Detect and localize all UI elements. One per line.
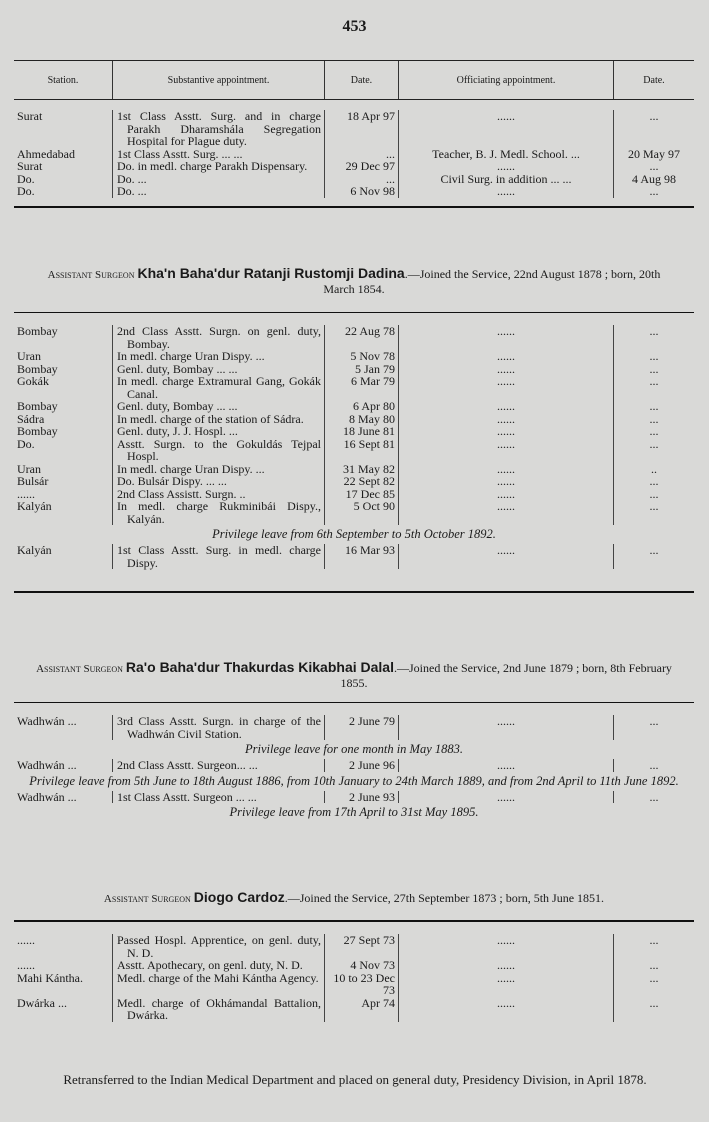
substantive-appointment: Medl. charge of the Mahi Kántha Agency.	[117, 970, 319, 985]
station-name: Bombay	[17, 324, 58, 338]
substantive-appointment: 2nd Class Assistt. Surgn. ..	[117, 486, 246, 501]
officiating-date: ...	[613, 759, 694, 772]
substantive-cell	[112, 438, 324, 463]
officiating-appointment: ......	[398, 160, 613, 173]
substantive-appointment: Do. in medl. charge Parakh Dispensary.	[117, 159, 308, 173]
table-row	[14, 544, 694, 569]
substantive-appointment: 3rd Class Asstt. Surgn. in charge of the Wadhwán Civil Station.	[117, 714, 321, 741]
officiating-date: ..	[613, 463, 694, 476]
officer-heading	[14, 890, 694, 906]
appointment-date: 18 June 81	[324, 425, 398, 438]
appointment-date: 31 May 82	[324, 463, 398, 476]
station-cell	[14, 934, 112, 959]
section-service-record-continued	[14, 60, 694, 208]
substantive-appointment: Genl. duty, Bombay ... ...	[117, 361, 238, 376]
station-cell	[14, 185, 112, 198]
officer-name: Ra'o Baha'dur Thakurdas Kikabhai Dalal	[125, 659, 394, 675]
table-row	[14, 972, 694, 997]
table-header	[14, 60, 694, 100]
officiating-appointment: ......	[398, 413, 613, 426]
substantive-cell	[112, 997, 324, 1022]
substantive-cell	[112, 160, 324, 173]
station-name: Bulsár	[17, 474, 49, 488]
appointment-date: 5 Jan 79	[324, 363, 398, 376]
station-name: Do.	[17, 436, 35, 451]
substantive-appointment: In medl. charge Uran Dispy. ...	[117, 349, 265, 363]
appointment-date: 29 Dec 97	[324, 160, 398, 173]
station-name: Mahi Kántha.	[17, 970, 83, 985]
appointment-date: 8 May 80	[324, 413, 398, 426]
appointment-date: 5 Nov 78	[324, 350, 398, 363]
substantive-cell	[112, 425, 324, 438]
station-cell	[14, 160, 112, 173]
officiating-appointment: ......	[398, 350, 613, 363]
substantive-appointment: 1st Class Asstt. Surg. ... ...	[117, 146, 243, 161]
station-name: Uran	[17, 349, 41, 363]
officer-heading	[14, 266, 694, 296]
officiating-date: 20 May 97	[613, 148, 694, 161]
officiating-date: ...	[613, 715, 694, 740]
officiating-appointment: ......	[398, 791, 613, 804]
appointment-date: 2 June 93	[324, 791, 398, 804]
table-row	[14, 350, 694, 363]
station-cell	[14, 544, 112, 569]
appointment-date: 27 Sept 73	[324, 934, 398, 959]
appointment-date: ...	[324, 148, 398, 161]
appointment-date: 2 June 96	[324, 759, 398, 772]
officiating-appointment: ......	[398, 363, 613, 376]
substantive-cell	[112, 759, 324, 772]
substantive-appointment: Asstt. Apothecary, on genl. duty, N. D.	[117, 958, 303, 972]
station-name: Ahmedabad	[17, 146, 75, 161]
station-cell	[14, 375, 112, 400]
section-dadina	[14, 266, 694, 593]
station-cell	[14, 325, 112, 350]
station-name: Kalyán	[17, 499, 52, 513]
station-cell	[14, 438, 112, 463]
officer-service-dates: .—Joined the Service, 27th September 1873 ; born, 5th June 1851.	[284, 891, 605, 905]
station-name: Kalyán	[17, 543, 52, 557]
table-row	[14, 715, 694, 740]
station-name: Wadhwán ...	[17, 789, 77, 804]
col-substantive: Substantive appointment.	[112, 61, 324, 99]
station-cell	[14, 500, 112, 525]
substantive-cell	[112, 350, 324, 363]
substantive-cell	[112, 375, 324, 400]
officiating-appointment: ......	[398, 759, 613, 772]
officiating-appointment: ......	[398, 400, 613, 413]
officiating-appointment: ......	[398, 488, 613, 501]
appointment-date: 18 Apr 97	[324, 110, 398, 148]
final-note: Retransferred to the Indian Medical Department and placed on general duty, Presidency Division, in April 1878.	[63, 1072, 647, 1087]
station-name: Do.	[17, 184, 35, 198]
station-cell	[14, 759, 112, 772]
appointment-date: ...	[324, 173, 398, 186]
officiating-appointment: ......	[398, 375, 613, 400]
substantive-appointment: Passed Hospl. Apprentice, on genl. duty, N. D.	[117, 933, 321, 960]
leave-note: Privilege leave from 5th June to 18th August 1886, from 10th January to 24th March 1889, and from 2nd April to 11th June 1892.	[29, 773, 679, 788]
col-officiating: Officiating appointment.	[398, 61, 613, 99]
officiating-appointment: ......	[398, 185, 613, 198]
officiating-date: ...	[613, 413, 694, 426]
officer-name: Kha'n Baha'dur Ratanji Rustomji Dadina	[137, 265, 405, 281]
substantive-appointment: 1st Class Asstt. Surg. and in charge Parakh Dharamshála Segregation Hospital for Plague duty.	[117, 109, 321, 148]
substantive-appointment: Genl. duty, Bombay ... ...	[117, 399, 238, 413]
substantive-cell	[112, 544, 324, 569]
officiating-date: ...	[613, 488, 694, 501]
station-name: Wadhwán ...	[17, 758, 77, 772]
leave-note: Privilege leave from 17th April to 31st May 1895.	[229, 805, 479, 819]
appointment-date: 5 Oct 90	[324, 500, 398, 525]
officiating-appointment: ......	[398, 325, 613, 350]
col-date: Date.	[324, 61, 398, 99]
station-cell	[14, 997, 112, 1022]
table-row	[14, 185, 694, 198]
officiating-appointment: ......	[398, 715, 613, 740]
station-cell	[14, 350, 112, 363]
station-name: Wadhwán ...	[17, 714, 77, 728]
officer-rank: Assistant Surgeon	[36, 663, 123, 675]
table-row	[14, 425, 694, 438]
substantive-cell	[112, 715, 324, 740]
officiating-appointment: ......	[398, 425, 613, 438]
station-name: Bombay	[17, 424, 58, 438]
station-name: Bombay	[17, 361, 58, 376]
table-row	[14, 375, 694, 400]
table-row	[14, 959, 694, 972]
substantive-appointment: 2nd Class Asstt. Surgeon... ...	[117, 758, 258, 772]
table-row	[14, 791, 694, 804]
officiating-date: ...	[613, 400, 694, 413]
appointment-date: 22 Aug 78	[324, 325, 398, 350]
table-row	[14, 500, 694, 525]
appointment-date: 10 to 23 Dec 73	[324, 972, 398, 997]
table-row	[14, 934, 694, 959]
section-cardoz	[14, 890, 694, 1022]
substantive-cell	[112, 110, 324, 148]
officiating-date: ...	[613, 160, 694, 173]
substantive-appointment: Medl. charge of Okhámandal Battalion, Dwárka.	[117, 995, 321, 1022]
appointment-date: 6 Mar 79	[324, 375, 398, 400]
substantive-cell	[112, 791, 324, 804]
officer-rank: Assistant Surgeon	[47, 269, 135, 281]
table-row	[14, 997, 694, 1022]
officiating-date: ...	[613, 959, 694, 972]
station-name: Bombay	[17, 399, 58, 413]
station-cell	[14, 110, 112, 148]
officiating-date: ...	[613, 475, 694, 488]
officiating-date: ...	[613, 350, 694, 363]
officiating-date: ...	[613, 325, 694, 350]
officiating-date: ...	[613, 997, 694, 1022]
table-row	[14, 475, 694, 488]
substantive-appointment: 2nd Class Asstt. Surgn. on genl. duty, Bombay.	[117, 324, 321, 351]
station-cell	[14, 791, 112, 804]
officiating-date: ...	[613, 363, 694, 376]
officiating-date: ...	[613, 544, 694, 569]
substantive-appointment: In medl. charge Uran Dispy. ...	[117, 461, 265, 476]
table-row	[14, 160, 694, 173]
station-cell	[14, 425, 112, 438]
table-row	[14, 110, 694, 148]
substantive-appointment: In medl. charge of the station of Sádra.	[117, 411, 304, 426]
appointment-date: 16 Sept 81	[324, 438, 398, 463]
leave-note: Privilege leave for one month in May 1883.	[245, 742, 463, 756]
officiating-appointment: ......	[398, 463, 613, 476]
substantive-appointment: 1st Class Asstt. Surg. in medl. charge Dispy.	[117, 543, 321, 570]
page-number: 453	[342, 18, 367, 35]
substantive-cell	[112, 400, 324, 413]
station-cell	[14, 715, 112, 740]
table-row	[14, 400, 694, 413]
station-cell	[14, 475, 112, 488]
station-name: Surat	[17, 109, 43, 123]
substantive-appointment: In medl. charge Extramural Gang, Gokák Canal.	[117, 374, 321, 401]
appointment-date: 22 Sept 82	[324, 475, 398, 488]
col-date2: Date.	[613, 61, 694, 99]
officer-service-dates: .—Joined the Service, 22nd August 1878 ; born, 20th March 1854.	[323, 267, 661, 296]
col-station: Station.	[47, 74, 79, 86]
appointment-date: 2 June 79	[324, 715, 398, 740]
officiating-date: ...	[613, 972, 694, 997]
station-name: ......	[17, 933, 35, 947]
table-row	[14, 438, 694, 463]
station-cell	[14, 959, 112, 972]
officiating-date: ...	[613, 185, 694, 198]
station-name: Sádra	[17, 411, 45, 426]
substantive-cell	[112, 475, 324, 488]
substantive-appointment: Asstt. Surgn. to the Gokuldás Tejpal Hospl.	[117, 436, 321, 463]
station-name: Dwárka ...	[17, 995, 67, 1010]
station-name: Gokák	[17, 374, 49, 388]
leave-note: Privilege leave from 6th September to 5th October 1892.	[212, 527, 496, 541]
officiating-date: ...	[613, 934, 694, 959]
station-name: Uran	[17, 461, 41, 476]
appointment-date: 17 Dec 85	[324, 488, 398, 501]
station-name: Surat	[17, 159, 43, 173]
officiating-appointment: ......	[398, 110, 613, 148]
substantive-cell	[112, 959, 324, 972]
station-name: ......	[17, 958, 35, 972]
officiating-appointment: ......	[398, 972, 613, 997]
appointment-date: 4 Nov 73	[324, 959, 398, 972]
station-cell	[14, 972, 112, 997]
station-cell	[14, 400, 112, 413]
substantive-appointment: 1st Class Asstt. Surgeon ... ...	[117, 789, 257, 804]
officiating-appointment: ......	[398, 544, 613, 569]
appointment-date: 6 Nov 98	[324, 185, 398, 198]
officiating-appointment: Civil Surg. in addition ... ...	[398, 173, 613, 186]
substantive-appointment: Do. Bulsár Dispy. ... ...	[117, 474, 227, 488]
appointment-date: Apr 74	[324, 997, 398, 1022]
station-name: Do.	[17, 171, 35, 186]
officiating-date: ...	[613, 438, 694, 463]
substantive-appointment: Do. ...	[117, 184, 147, 198]
substantive-cell	[112, 934, 324, 959]
appointment-date: 16 Mar 93	[324, 544, 398, 569]
officer-heading	[14, 660, 694, 690]
station-name: ......	[17, 486, 35, 501]
officiating-appointment: ......	[398, 959, 613, 972]
officiating-date: ...	[613, 425, 694, 438]
table-row	[14, 759, 694, 772]
officer-rank: Assistant Surgeon	[103, 893, 191, 905]
officiating-appointment: ......	[398, 500, 613, 525]
officiating-date: ...	[613, 375, 694, 400]
officiating-appointment: ......	[398, 475, 613, 488]
officiating-appointment: ......	[398, 438, 613, 463]
appointment-date: 6 Apr 80	[324, 400, 398, 413]
substantive-cell	[112, 972, 324, 997]
officer-service-dates: .—Joined the Service, 2nd June 1879 ; born, 8th February 1855.	[340, 661, 672, 690]
substantive-appointment: Genl. duty, J. J. Hospl. ...	[117, 424, 238, 438]
substantive-cell	[112, 500, 324, 525]
officiating-appointment: Teacher, B. J. Medl. School. ...	[398, 148, 613, 161]
officiating-date: 4 Aug 98	[613, 173, 694, 186]
substantive-cell	[112, 185, 324, 198]
section-divider	[14, 206, 694, 208]
officiating-appointment: ......	[398, 997, 613, 1022]
officer-name: Diogo Cardoz	[193, 889, 285, 905]
substantive-appointment: In medl. charge Rukminibái Dispy., Kalyán.	[117, 499, 321, 526]
officiating-date: ...	[613, 500, 694, 525]
section-dalal	[14, 660, 694, 822]
table-row	[14, 325, 694, 350]
officiating-date: ...	[613, 791, 694, 804]
officiating-appointment: ......	[398, 934, 613, 959]
officiating-date: ...	[613, 110, 694, 148]
substantive-cell	[112, 325, 324, 350]
substantive-appointment: Do. ...	[117, 171, 147, 186]
